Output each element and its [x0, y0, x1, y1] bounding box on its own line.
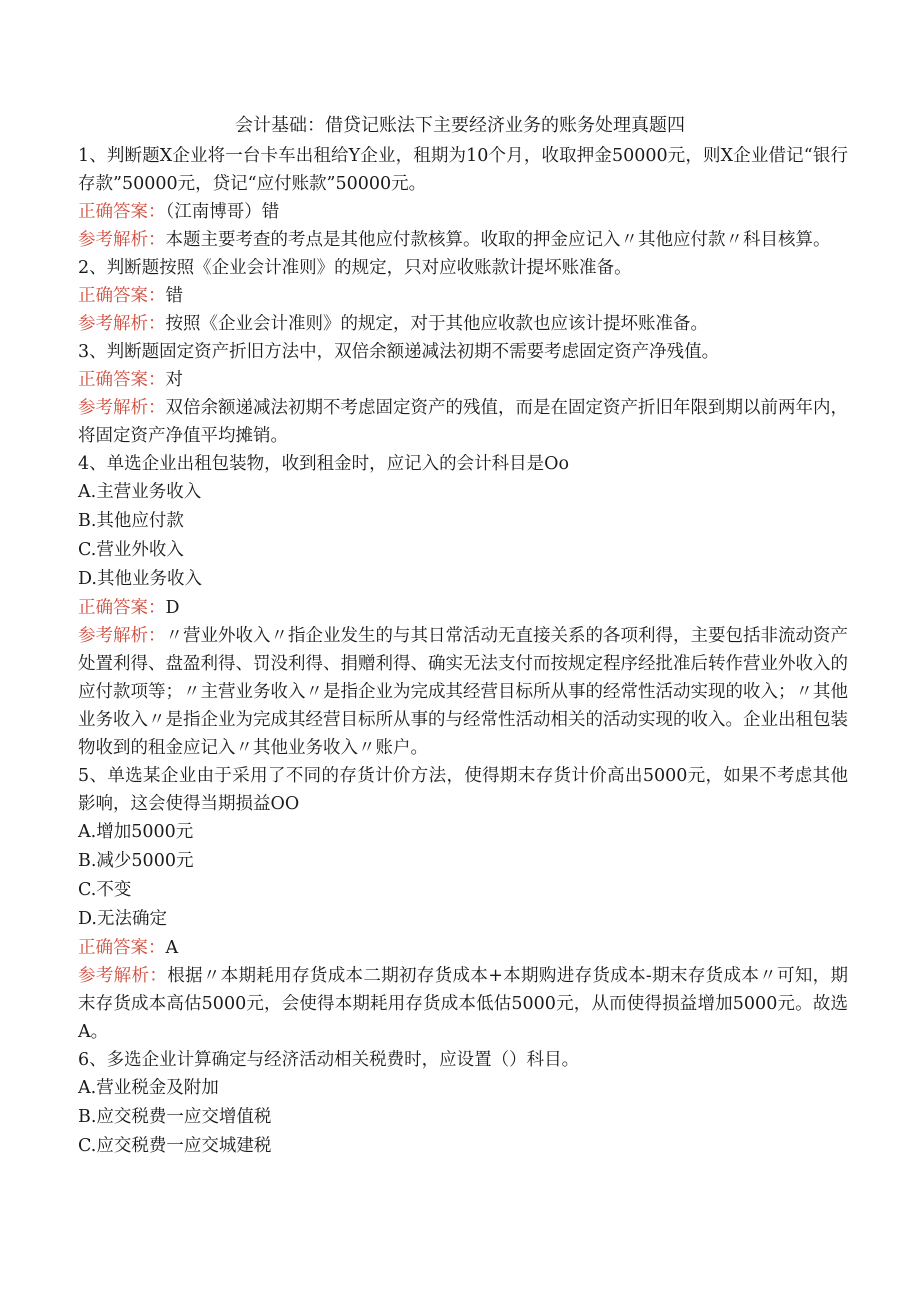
- answer-label: 正确答案：: [78, 598, 166, 618]
- analysis-text: 双倍余额递减法初期不考虑固定资产的残值，而是在固定资产折旧年限到期以前两年内，将固定资产净值平均摊销。: [78, 398, 848, 446]
- option-c: C.营业外收入: [78, 540, 184, 560]
- answer-value: 错: [165, 286, 183, 306]
- question-3: [78, 338, 848, 450]
- answer-row: [78, 934, 848, 962]
- answer-row: [78, 594, 848, 622]
- option-a: A.主营业务收入: [78, 482, 202, 502]
- answer-label: 正确答案：: [78, 938, 166, 958]
- question-1: [78, 142, 848, 254]
- option-b: B.其他应付款: [78, 511, 184, 531]
- option-a: A.增加5000元: [78, 822, 194, 842]
- question-text: 5、单选某企业由于采用了不同的存货计价方法，使得期末存货计价高出5000元，如果不考虑其他影响，这会使得当期损益OO: [78, 766, 848, 814]
- answer-label: 正确答案：: [78, 370, 166, 390]
- analysis-row: [78, 622, 848, 762]
- option-b: B.应交税费一应交增值税: [78, 1107, 272, 1127]
- analysis-text: 〃营业外收入〃指企业发生的与其日常活动无直接关系的各项利得，主要包括非流动资产处置利得、盘盈利得、罚没利得、捐赠利得、确实无法支付而按规定程序经批准后转作营业外收入的应付款项等；〃主营业务收入〃是指企业为完成其经营目标所从事的经常性活动实现的收入；〃其他业务收入〃是指企业为完成其经营目标所从事的与经常性活动相关的活动实现的收入。企业出租包装物收到的租金应记入〃其他业务收入〃账户。: [78, 626, 848, 758]
- question-2: [78, 254, 848, 338]
- analysis-row: [78, 310, 848, 338]
- answer-value: D: [165, 598, 180, 618]
- analysis-row: [78, 394, 848, 450]
- question-list: [78, 142, 848, 1161]
- question-4: [78, 450, 848, 762]
- question-text: 3、判断题固定资产折旧方法中，双倍余额递减法初期不需要考虑固定资产净残值。: [78, 342, 720, 362]
- option-a: A.营业税金及附加: [78, 1078, 219, 1098]
- answer-value: A: [165, 938, 179, 958]
- option-b: B.减少5000元: [78, 851, 194, 871]
- analysis-label: 参考解析：: [78, 626, 166, 646]
- question-text: 2、判断题按照《企业会计准则》的规定，只对应收账款计提坏账准备。: [78, 258, 632, 278]
- answer-value: （江南博哥）错: [165, 202, 280, 222]
- analysis-label: 参考解析：: [78, 966, 168, 986]
- analysis-label: 参考解析：: [78, 314, 166, 334]
- answer-row: [78, 282, 848, 310]
- question-6: [78, 1046, 848, 1161]
- analysis-text: 按照《企业会计准则》的规定，对于其他应收款也应该计提坏账准备。: [165, 314, 708, 334]
- question-text: 6、多选企业计算确定与经济活动相关税费时，应设置（）科目。: [78, 1050, 580, 1070]
- analysis-row: [78, 226, 848, 254]
- analysis-row: [78, 962, 848, 1046]
- document-title: 会计基础：借贷记账法下主要经济业务的账务处理真题四: [235, 115, 685, 136]
- option-c: C.应交税费一应交城建税: [78, 1136, 272, 1156]
- option-d: D.其他业务收入: [78, 569, 202, 589]
- answer-label: 正确答案：: [78, 286, 166, 306]
- option-c: C.不变: [78, 880, 132, 900]
- answer-row: [78, 198, 848, 226]
- analysis-text: 本题主要考查的考点是其他应付款核算。收取的押金应记入〃其他应付款〃科目核算。: [165, 230, 831, 250]
- option-d: D.无法确定: [78, 909, 167, 929]
- answer-row: [78, 366, 848, 394]
- analysis-text: 根据〃本期耗用存货成本二期初存货成本+本期购进存货成本-期末存货成本〃可知，期末存货成本高估5000元，会使得本期耗用存货成本低估5000元，从而使得损益增加5000元。故选A。: [78, 966, 849, 1042]
- answer-value: 对: [165, 370, 183, 390]
- answer-label: 正确答案：: [78, 202, 166, 222]
- analysis-label: 参考解析：: [78, 230, 166, 250]
- analysis-label: 参考解析：: [78, 398, 166, 418]
- question-text: 1、判断题X企业将一台卡车出租给Y企业，租期为10个月，收取押金50000元，则X企业借记“银行存款”50000元，贷记“应付账款”50000元。: [78, 146, 848, 194]
- question-text: 4、单选企业出租包装物，收到租金时，应记入的会计科目是Oo: [78, 454, 570, 474]
- question-5: [78, 762, 848, 1046]
